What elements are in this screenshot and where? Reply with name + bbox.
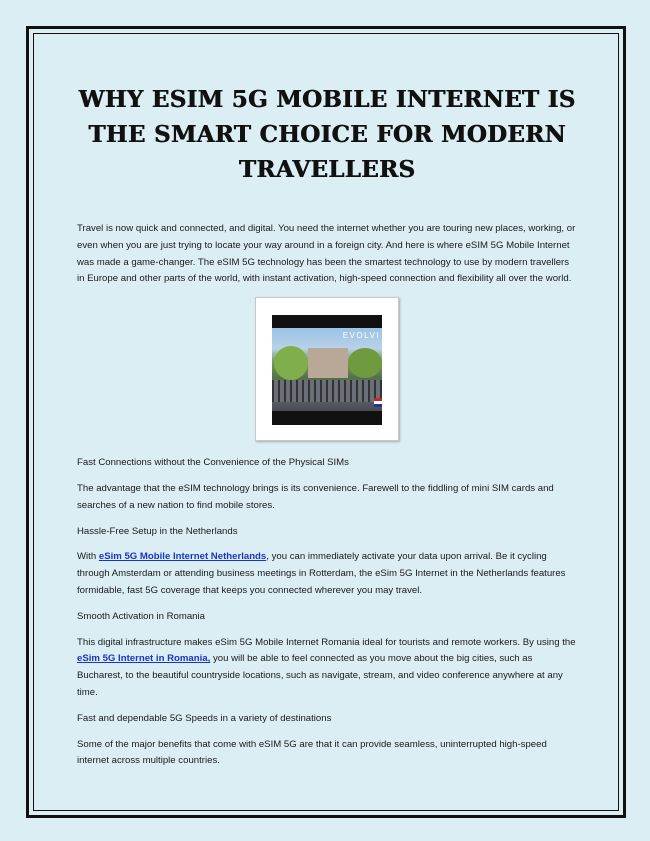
intro-paragraph: Travel is now quick and connected, and digital. You need the internet whether you are touring new places, working, or even when you are just trying to locate your way around in a foreign city. And here is where eSIM 5G Mobile Internet was made a game-changer. The eSIM 5G technology has been the smartest technology to use by modern travellers in Europe and other parts of the world, with instant activation, high-speed connection and flexibility all over the world.: [77, 223, 576, 285]
article-image: [255, 297, 399, 441]
section-body: [77, 635, 577, 702]
amsterdam-canal-photo: [272, 315, 382, 425]
romania-esim-link[interactable]: eSim 5G Internet in Romania,: [77, 653, 211, 665]
section-heading: Fast Connections without the Convenience of the Physical SIMs: [77, 457, 349, 469]
section-heading: Smooth Activation in Romania: [77, 610, 205, 622]
page-title: WHY ESIM 5G MOBILE INTERNET IS THE SMART CHOICE FOR MODERN TRAVELLERS: [78, 86, 576, 183]
netherlands-esim-link[interactable]: eSim 5G Mobile Internet Netherlands: [98, 551, 267, 563]
text: , you can immediately activate your data upon arrival. Be it cycling through Amsterdam or attending business meetings in Rotterdam, the eSim 5G Internet in the Netherlands features formidable, fast 5G coverage that keeps you connected wherever you may travel.: [77, 551, 566, 596]
image-brand-text: EVOLVI: [342, 331, 380, 341]
text: you will be able to feel connected as you move about the big cities, such as Bucharest, to the beautiful countryside locations, such as navigate, stream, and video conference anywhere at any time.: [77, 653, 563, 698]
netherlands-flag-icon: [374, 398, 382, 407]
text: With: [77, 551, 99, 563]
document-body: [77, 82, 577, 779]
section-heading: Fast and dependable 5G Speeds in a variety of destinations: [77, 712, 332, 724]
text: This digital infrastructure makes eSim 5G Mobile Internet Romania ideal for tourists and remote workers. By using the: [77, 636, 576, 648]
section-body: [77, 549, 577, 599]
section-body: Some of the major benefits that come with eSIM 5G are that it can provide seamless, uninterrupted high-speed internet across multiple countries.: [77, 738, 547, 767]
section-body: The advantage that the eSIM technology brings is its convenience. Farewell to the fiddling of mini SIM cards and searches of a new nation to find mobile stores.: [77, 482, 554, 511]
section-heading: Hassle-Free Setup in the Netherlands: [77, 525, 238, 537]
